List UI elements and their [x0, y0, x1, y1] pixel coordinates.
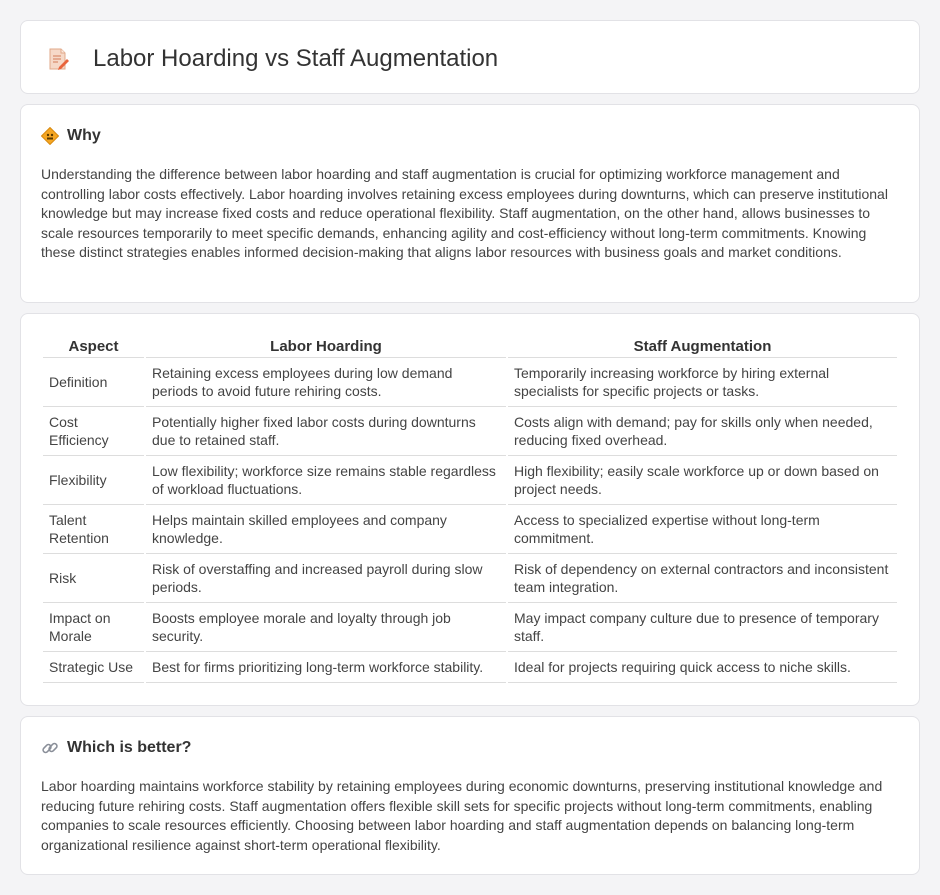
row-labor-hoarding: Best for firms prioritizing long-term workforce stability.: [146, 652, 506, 683]
why-header: [41, 127, 101, 145]
header-labor-hoarding: Labor Hoarding: [146, 332, 506, 358]
page-title: Labor Hoarding vs Staff Augmentation: [93, 45, 499, 72]
title-card: [20, 20, 920, 94]
table-header-row: [43, 332, 897, 358]
row-aspect: Impact on Morale: [43, 603, 144, 652]
table-row: [43, 358, 897, 407]
why-text: Understanding the difference between labor hoarding and staff augmentation is crucial for optimizing workforce management and controlling labor costs effectively. Labor hoarding involves retaining excess employees during downturns, which can preserve institutional knowledge but may increase fixed costs and reduce operational flexibility. Staff augmentation, on the other hand, allows businesses to scale resources temporarily to meet specific demands, enhancing agility and cost-efficiency without long-term commitments. Knowing these distinct strategies enables informed decision-making that aligns labor resources with business goals and market conditions.: [41, 166, 888, 260]
diamond-sign-icon: [41, 127, 59, 145]
row-aspect: Talent Retention: [43, 505, 144, 554]
header-staff-augmentation: Staff Augmentation: [508, 332, 897, 358]
row-labor-hoarding: Boosts employee morale and loyalty through job security.: [146, 603, 506, 652]
row-aspect: Flexibility: [43, 456, 144, 505]
table-row: [43, 554, 897, 603]
table-row: [43, 603, 897, 652]
which-is-better-section: [20, 716, 920, 875]
row-labor-hoarding: Low flexibility; workforce size remains stable regardless of workload fluctuations.: [146, 456, 506, 505]
better-header: [41, 739, 191, 757]
row-aspect: Cost Efficiency: [43, 407, 144, 456]
row-aspect: Definition: [43, 358, 144, 407]
comparison-table: [41, 332, 899, 683]
link-icon: [41, 739, 59, 757]
better-heading: Which is better?: [67, 739, 192, 756]
row-staff-augmentation: Risk of dependency on external contractors and inconsistent team integration.: [508, 554, 897, 603]
table-row: [43, 456, 897, 505]
comparison-section: [20, 313, 920, 706]
header-aspect: Aspect: [43, 332, 144, 358]
row-staff-augmentation: Temporarily increasing workforce by hiring external specialists for specific projects or tasks.: [508, 358, 897, 407]
row-aspect: Strategic Use: [43, 652, 144, 683]
row-aspect: Risk: [43, 554, 144, 603]
row-labor-hoarding: Helps maintain skilled employees and company knowledge.: [146, 505, 506, 554]
row-labor-hoarding: Risk of overstaffing and increased payroll during slow periods.: [146, 554, 506, 603]
table-row: [43, 652, 897, 683]
better-text: Labor hoarding maintains workforce stability by retaining employees during economic downturns, preserving institutional knowledge and reducing future rehiring costs. Staff augmentation offers flexible skill sets for specific projects without long-term commitments, enabling companies to scale resources efficiently. Choosing between labor hoarding and staff augmentation depends on balancing long-term organizational resilience against short-term operational flexibility.: [41, 778, 883, 853]
row-staff-augmentation: Access to specialized expertise without long-term commitment.: [508, 505, 897, 554]
row-staff-augmentation: May impact company culture due to presence of temporary staff.: [508, 603, 897, 652]
row-labor-hoarding: Retaining excess employees during low demand periods to avoid future rehiring costs.: [146, 358, 506, 407]
row-staff-augmentation: Ideal for projects requiring quick access to niche skills.: [508, 652, 897, 683]
table-row: [43, 505, 897, 554]
row-labor-hoarding: Potentially higher fixed labor costs during downturns due to retained staff.: [146, 407, 506, 456]
table-row: [43, 407, 897, 456]
row-staff-augmentation: Costs align with demand; pay for skills only when needed, reducing fixed overhead.: [508, 407, 897, 456]
row-staff-augmentation: High flexibility; easily scale workforce up or down based on project needs.: [508, 456, 897, 505]
memo-pencil-icon: [47, 47, 69, 71]
why-section: [20, 104, 920, 303]
why-heading: Why: [67, 127, 101, 144]
